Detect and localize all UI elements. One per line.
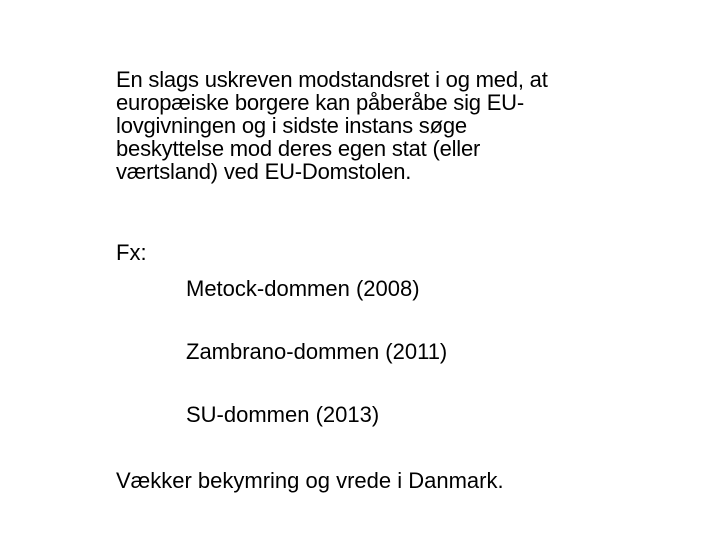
closing-statement: Vækker bekymring og vrede i Danmark.	[116, 468, 504, 493]
paragraph-line: lovgivningen og i sidste instans søge	[116, 113, 467, 138]
example-item-zambrano: Zambrano-dommen (2011)	[186, 339, 448, 364]
examples-label: Fx:	[116, 240, 147, 265]
example-item-su: SU-dommen (2013)	[186, 402, 380, 427]
paragraph-line: europæiske borgere kan påberåbe sig EU-	[116, 90, 524, 115]
paragraph-line: beskyttelse mod deres egen stat (eller	[116, 136, 481, 161]
paragraph-line: En slags uskreven modstandsret i og med, at	[116, 67, 548, 92]
example-item-metock: Metock-dommen (2008)	[186, 276, 420, 301]
intro-paragraph	[116, 68, 636, 183]
paragraph-line: værtsland) ved EU-Domstolen.	[116, 159, 412, 184]
